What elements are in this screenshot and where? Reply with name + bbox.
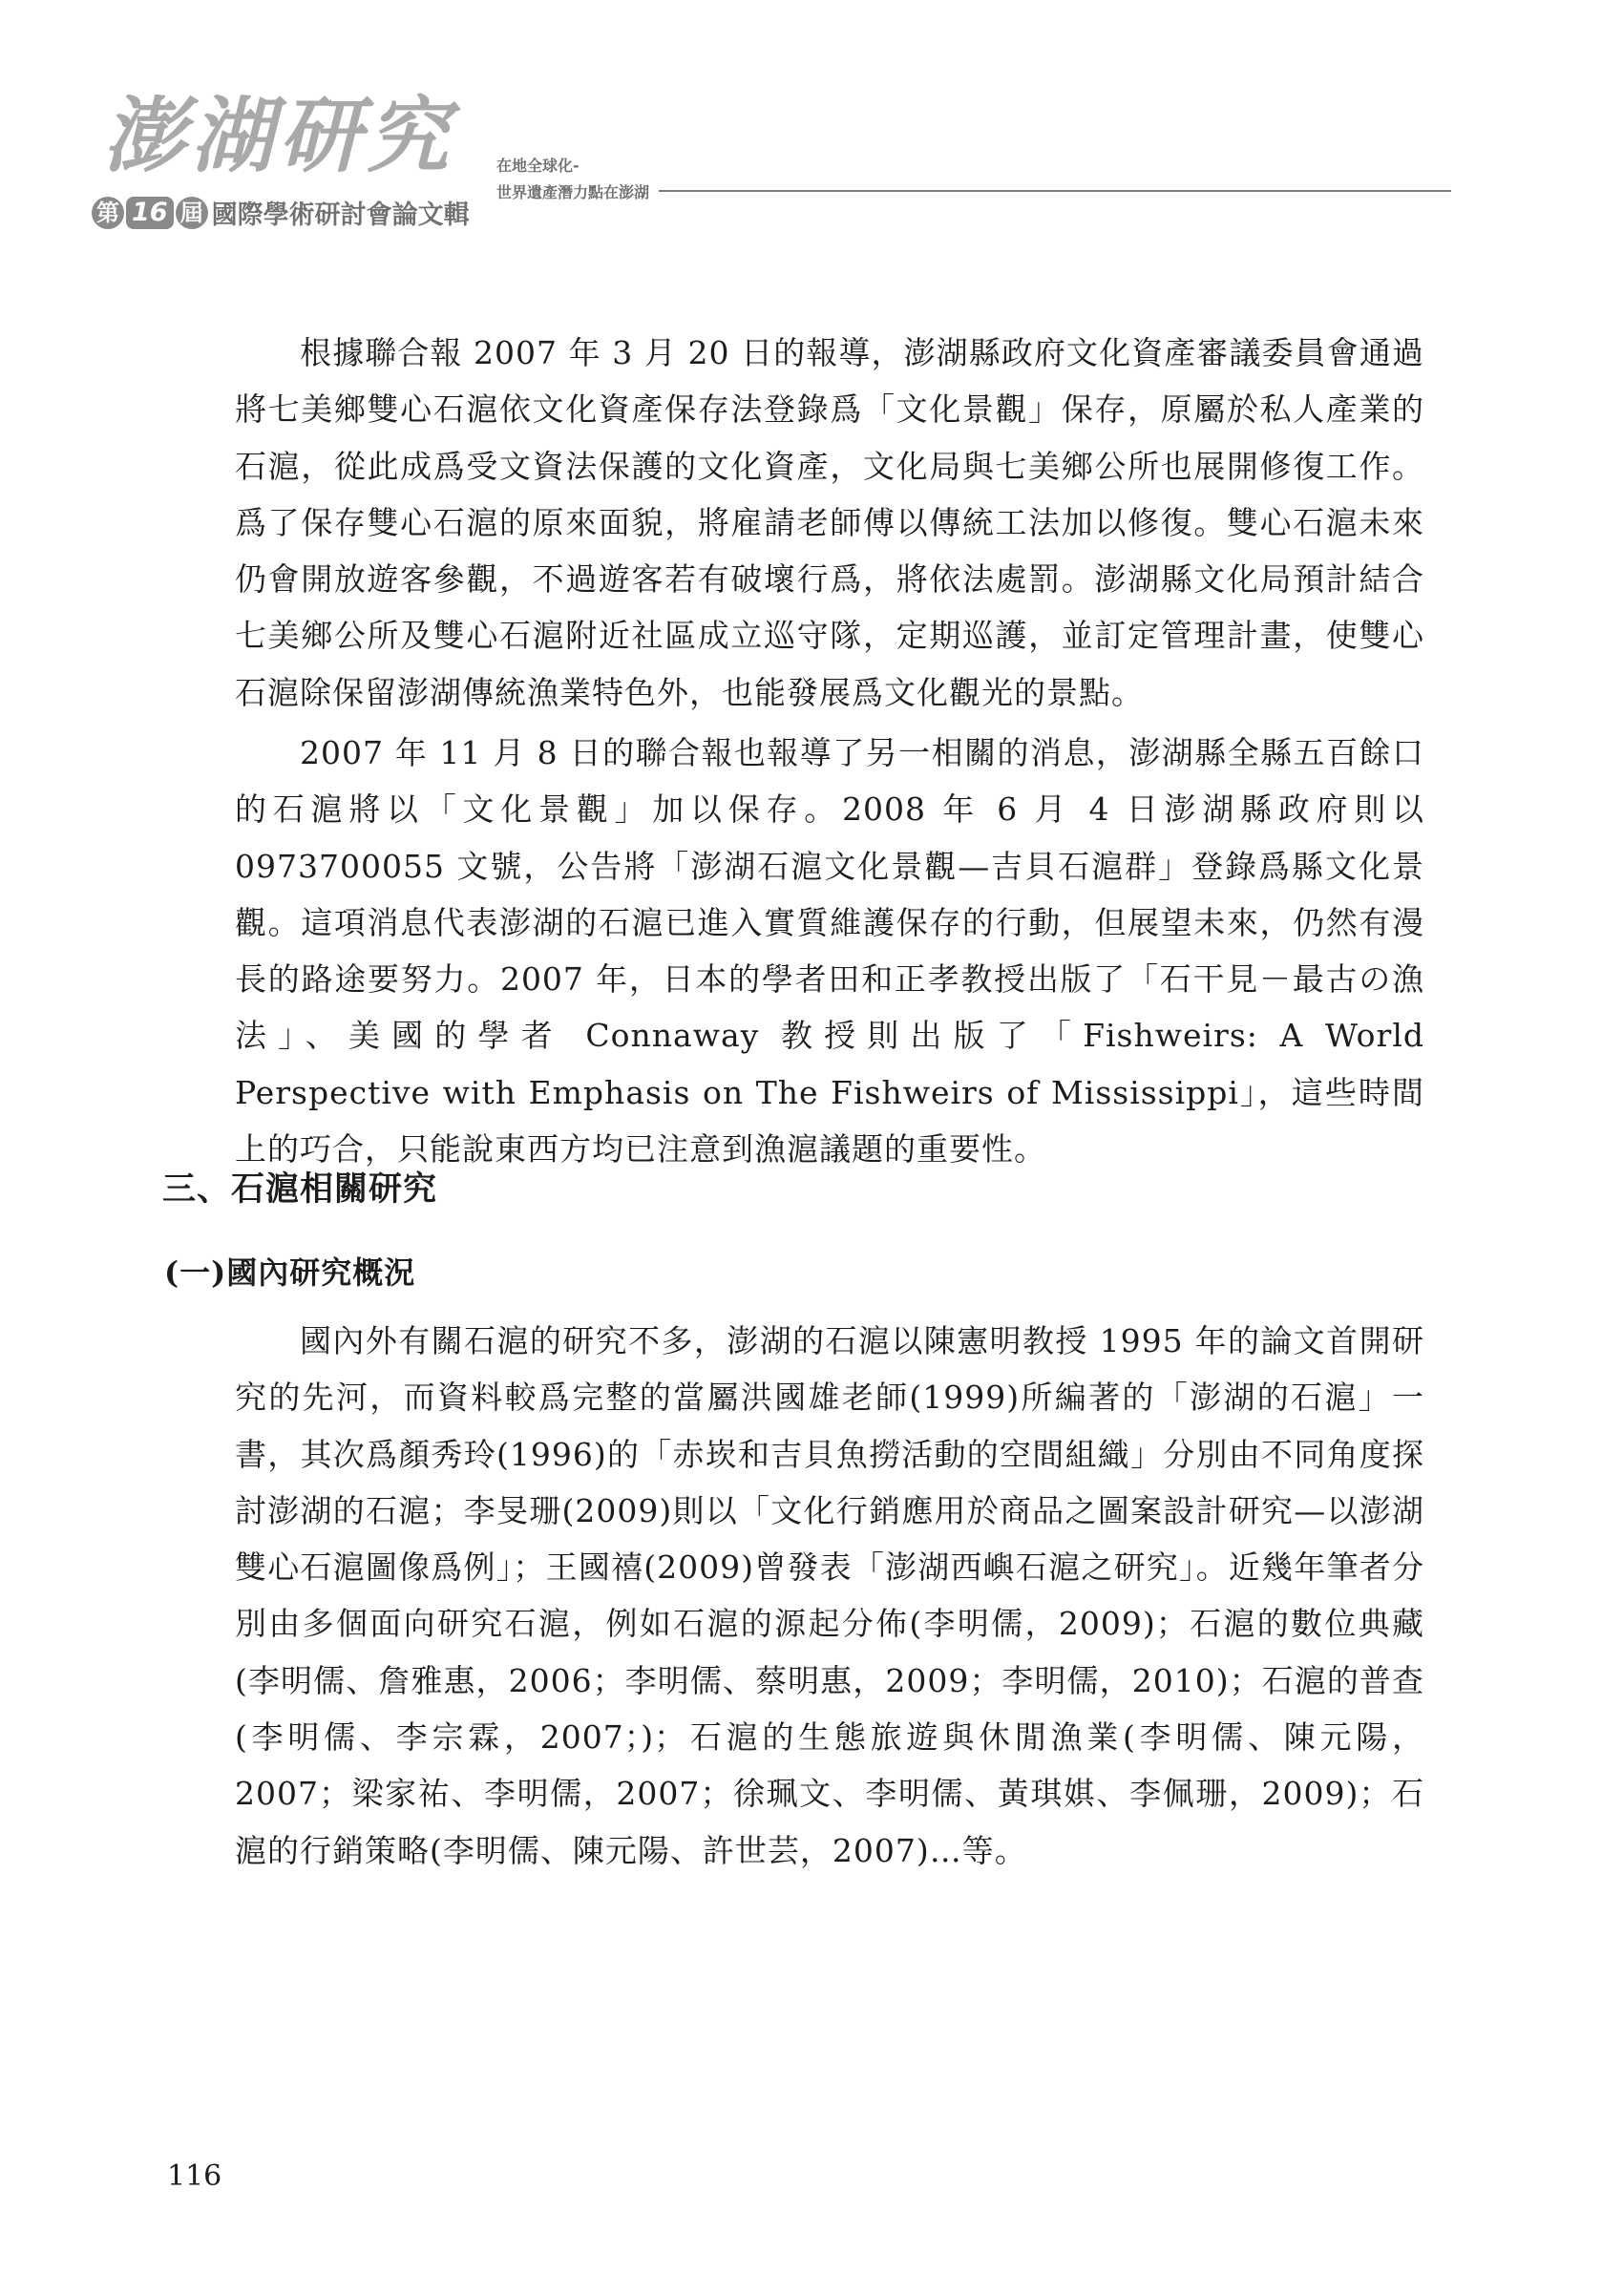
header-subtitle	[496, 153, 649, 206]
header-divider	[659, 190, 1451, 192]
conference-name: 國際學術研討會論文輯	[211, 200, 470, 230]
body-paragraph-3: 國內外有關石滬的研究不多，澎湖的石滬以陳憲明教授 1995 年的論文首開研究的先河，而資料較爲完整的當屬洪國雄老師(1999)所編著的「澎湖的石滬」一書，其次爲顏秀玲(1996)的「赤崁和吉貝魚撈活動的空間組織」分別由不同角度探討澎湖的石滬；李旻珊(2009)則以「文化行銷應用於商品之圖案設計研究—以澎湖雙心石滬圖像爲例」；王國禧(2009)曾發表「澎湖西嶼石滬之研究」。近幾年筆者分別由多個面向研究石滬，例如石滬的源起分佈(李明儒，2009)；石滬的數位典藏(李明儒、詹雅惠，2006；李明儒、蔡明惠，2009；李明儒，2010)；石滬的普查(李明儒、李宗霖，2007；)；石滬的生態旅遊與休閒漁業(李明儒、陳元陽，2007；梁家祐、李明儒，2007；徐珮文、李明儒、黃琪娸、李佩珊，2009)；石滬的行銷策略(李明儒、陳元陽、許世芸，2007)…等。	[235, 1322, 1424, 1869]
edition-number: 16	[126, 197, 174, 229]
edition-suffix: 屆	[176, 197, 208, 229]
subtitle-line-2: 世界遺產潛力點在澎湖	[496, 183, 650, 201]
edition-label	[92, 194, 470, 231]
subtitle-line-1: 在地全球化-	[496, 157, 580, 175]
section-heading: 三、石滬相關研究	[162, 1169, 438, 1209]
body-paragraph-1: 根據聯合報 2007 年 3 月 20 日的報導，澎湖縣政府文化資產審議委員會通過將七美鄉雙心石滬依文化資產保存法登錄爲「文化景觀」保存，原屬於私人產業的石滬，從此成爲受文資法保護的文化資產，文化局與七美鄉公所也展開修復工作。爲了保存雙心石滬的原來面貌，將雇請老師傅以傳統工法加以修復。雙心石滬未來仍會開放遊客參觀，不過遊客若有破壞行爲，將依法處罰。澎湖縣文化局預計結合七美鄉公所及雙心石滬附近社區成立巡守隊，定期巡護，並訂定管理計畫，使雙心石滬除保留澎湖傳統漁業特色外，也能發展爲文化觀光的景點。	[235, 334, 1424, 711]
journal-logo-title: 澎湖研究	[103, 88, 454, 184]
edition-prefix: 第	[92, 197, 124, 229]
body-paragraph-2: 2007 年 11 月 8 日的聯合報也報導了另一相關的消息，澎湖縣全縣五百餘口的石滬將以「文化景觀」加以保存。2008 年 6 月 4 日澎湖縣政府則以 0973700055 文號，公告將「澎湖石滬文化景觀—吉貝石滬群」登錄爲縣文化景觀。這項消息代表澎湖的石滬已進入實質維護保存的行動，但展望未來，仍然有漫長的路途要努力。2007 年，日本的學者田和正孝教授出版了「石干見－最古の漁法」、美國的學者 Connaway 教授則出版了「Fishweirs: A World Perspective with Emphasis on The Fishweirs of Mississippi」，這些時間上的巧合，只能說東西方均已注意到漁滬議題的重要性。	[235, 734, 1424, 1169]
page-number: 116	[167, 2159, 222, 2193]
subsection-heading: (一)國內研究概況	[164, 1254, 416, 1291]
running-header	[0, 0, 1623, 248]
